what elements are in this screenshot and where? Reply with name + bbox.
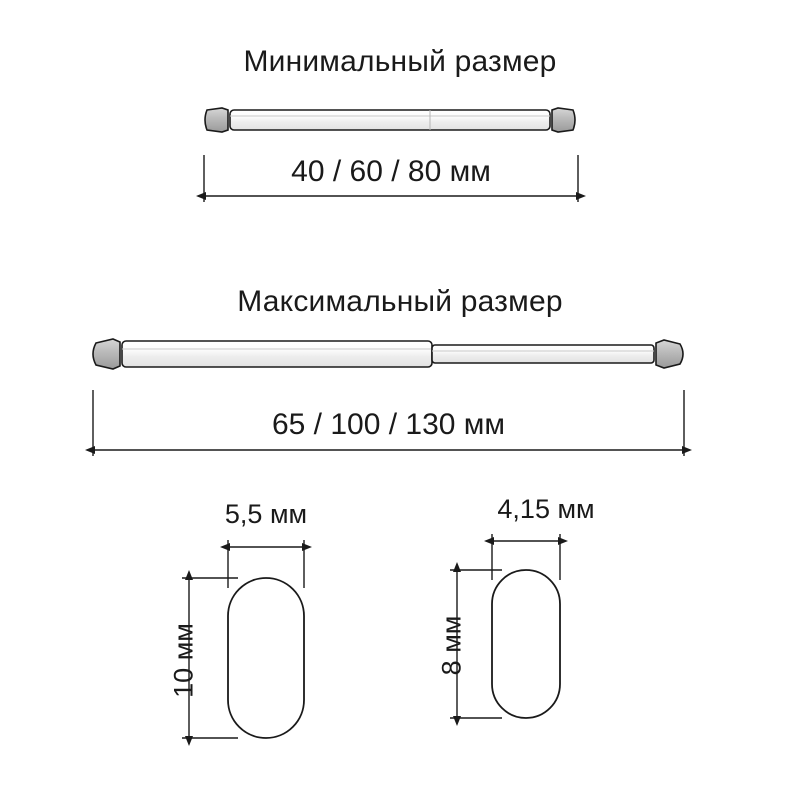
gas-spring-maximum xyxy=(93,339,683,369)
dimension-label-minimum: 40 / 60 / 80 мм xyxy=(291,155,491,188)
cross-section-large-width-label: 5,5 мм xyxy=(224,499,308,529)
dimension-label-maximum: 65 / 100 / 130 мм xyxy=(271,408,506,441)
cross-section-small-width-label: 4,15 мм xyxy=(497,494,595,524)
section-title-minimum: Минимальный размер xyxy=(243,45,557,78)
cross-section-large xyxy=(228,578,304,738)
cross-section-small-height-label: 8 мм xyxy=(436,615,467,676)
section-title-maximum: Максимальный размер xyxy=(237,285,563,318)
cross-section-small xyxy=(492,570,560,718)
cross-section-large-height-label: 10 мм xyxy=(168,623,199,698)
gas-spring-minimum xyxy=(205,108,575,132)
